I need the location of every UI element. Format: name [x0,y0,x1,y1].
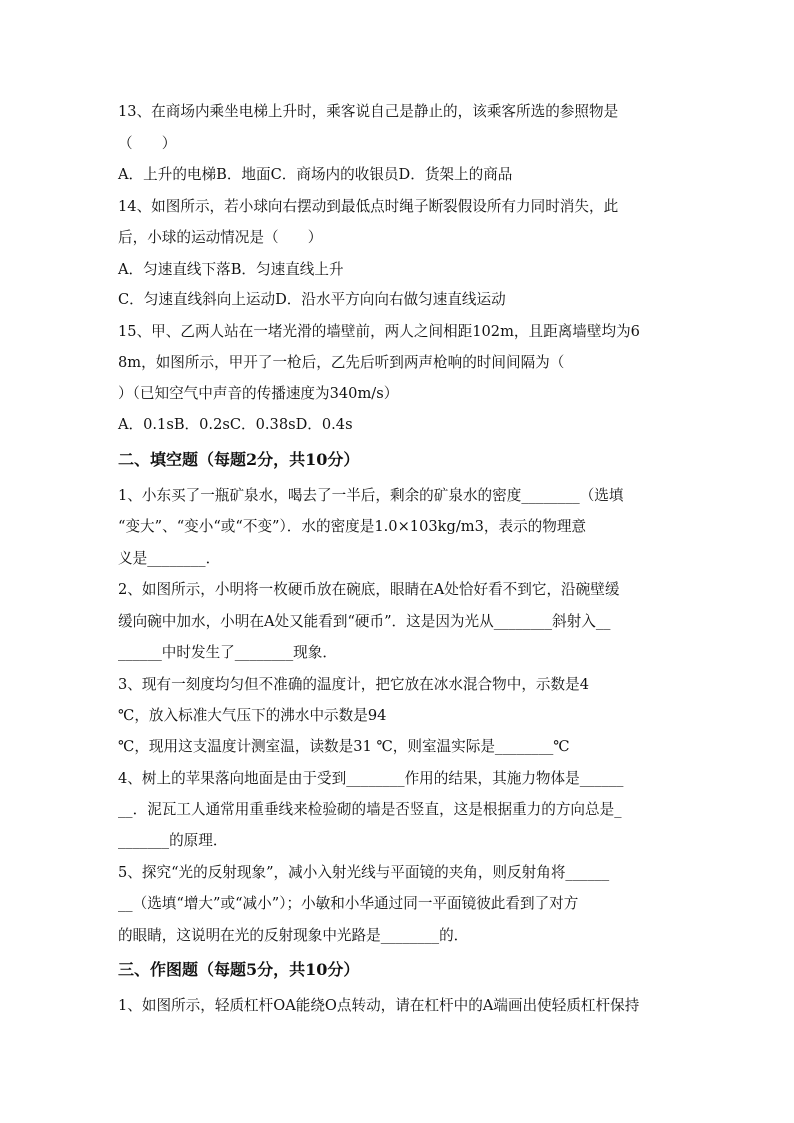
fill-1-stem-cont: “变大”、“变小“或“不变”）．水的密度是1.0×103kg/m3，表示的物理意 [118,518,587,535]
question-15-stem-cont-2: ）（已知空气中声音的传播速度为340m/s） [118,385,399,402]
question-15-stem: 15、甲、乙两人站在一堵光滑的墙壁前，两人之间相距102m，且距离墙壁均为6 [118,323,640,340]
question-15-options: A．0.1sB．0.2sC．0.38sD．0.4s [118,416,353,433]
fill-3-stem-cont: ℃，放入标准大气压下的沸水中示数是94 [118,707,387,724]
question-13-options: A．上升的电梯B．地面C．商场内的收银员D．货架上的商品 [118,166,513,183]
section-2-heading: 二、填空题（每题2分，共10分） [118,450,360,469]
section-3-heading: 三、作图题（每题5分，共10分） [118,960,360,979]
draw-1-stem: 1、如图所示，轻质杠杆OA能绕O点转动，请在杠杆中的A端画出使轻质杠杆保持 [118,997,640,1014]
question-15-stem-cont: 8m，如图所示，甲开了一枪后，乙先后听到两声枪响的时间间隔为（ [118,354,565,371]
fill-2-stem: 2、如图所示，小明将一枚硬币放在碗底，眼睛在A处恰好看不到它，沿碗壁缓 [118,581,620,598]
question-14-options-ab: A．匀速直线下落B．匀速直线上升 [118,261,344,278]
fill-4-stem-cont-2: _______的原理． [118,832,228,849]
fill-3-stem: 3、现有一刻度均匀但不准确的温度计，把它放在冰水混合物中，示数是4 [118,676,589,693]
question-13-stem: 13、在商场内乘坐电梯上升时，乘客说自己是静止的，该乘客所选的参照物是 [118,103,619,120]
fill-1-stem: 1、小东买了一瓶矿泉水，喝去了一半后，剩余的矿泉水的密度________（选填 [118,487,624,504]
fill-2-stem-cont: 缓向碗中加水，小明在A处又能看到“硬币”．这是因为光从________斜射入__ [118,613,611,630]
question-13-blank: （ ） [118,135,177,152]
fill-5-stem: 5、探究“光的反射现象”，减小入射光线与平面镜的夹角，则反射角将______ [118,864,610,881]
fill-1-stem-cont-2: 义是________． [118,550,221,567]
fill-4-stem-cont: __．泥瓦工人通常用重垂线来检验砌的墙是否竖直，这是根据重力的方向总是_ [118,801,622,818]
question-14-stem: 14、如图所示，若小球向右摆动到最低点时绳子断裂假设所有力同时消失，此 [118,198,619,215]
fill-2-stem-cont-2: ______中时发生了________现象． [118,644,337,661]
fill-3-stem-cont-2: ℃，现用这支温度计测室温，读数是31 ℃，则室温实际是________℃ [118,738,570,755]
question-14-options-cd: C．匀速直线斜向上运动D．沿水平方向向右做匀速直线运动 [118,291,506,308]
fill-5-stem-cont-2: 的眼睛，这说明在光的反射现象中光路是________的． [118,927,469,944]
fill-4-stem: 4、树上的苹果落向地面是由于受到________作用的结果，其施力物体是______ [118,770,624,787]
question-14-stem-cont: 后，小球的运动情况是（ ） [118,229,323,246]
fill-5-stem-cont: __（选填“增大”或“减小”）；小敏和小华通过同一平面镜彼此看到了对方 [118,895,579,912]
